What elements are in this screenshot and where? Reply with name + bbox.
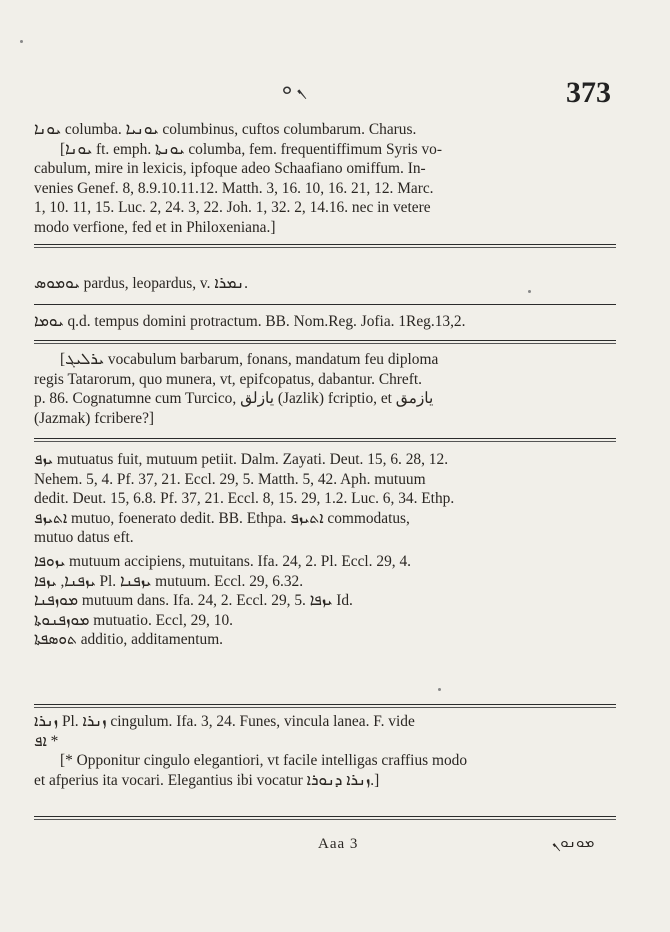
entry-cingulum (34, 712, 616, 790)
section-rule (34, 244, 616, 248)
entry-line: ܝܙܦ mutuatus fuit, mutuum petiit. Dalm. Zayati. Deut. 15, 6. 28, 12. (34, 451, 449, 468)
entry-line: [* Opponitur cingulo elegantiori, vt facile intelligas craffius modo (60, 752, 468, 769)
signature-mark: Aaa 3 (318, 836, 359, 852)
entry-line: ܝܙܘܦܐ mutuum accipiens, mutuitans. Ifa. 24, 2. Pl. Eccl. 29, 4. (34, 553, 412, 570)
entry-line: ܝܘܢܐ columba. ܝܘܢܝܐ columbinus, cuftos columbarum. Charus. (34, 121, 417, 138)
entry-line: venies Genef. 8, 8.9.10.11.12. Matth. 3, 16. 10, 16. 21, 12. Marc. (34, 179, 434, 197)
entry-line: ܝܘܡܐ q.d. tempus domini protractum. BB. Nom.Reg. Jofia. 1Reg.13,2. (34, 313, 466, 330)
entry-line: modo verfione, fed et in Philoxeniana.] (34, 218, 276, 236)
entry-line: ܡܘܙܦܢܘܬܐ mutuatio. Eccl, 29, 10. (34, 611, 233, 629)
entry-accipiens (34, 552, 616, 650)
entry-line: p. 86. Cognatumne cum Turcico, یازلق (Jazlik) fcriptio, et یازمق (34, 390, 434, 407)
entry-line: 1, 10. 11, 15. Luc. 2, 24. 3, 22. Joh. 1, 32. 2, 14.16. nec in vetere (34, 199, 431, 216)
entry-line: (Jazmak) fcribere?] (34, 409, 155, 427)
entry-line: Nehem. 5, 4. Pf. 37, 21. Eccl. 29, 5. Matth. 5, 42. Aph. mutuum (34, 470, 426, 488)
section-rule (34, 704, 616, 708)
section-rule (34, 438, 616, 442)
entry-line: ܙܢܪܐ Pl. ܙܢܪܐ cingulum. Ifa. 3, 24. Funes, vincula lanea. F. vide (34, 713, 415, 730)
entry-line: [ܝܘܢܐ ft. emph. ܝܘܢܬܐ columba, fem. frequentiffimum Syris vo- (60, 140, 442, 158)
entry-line: cabulum, mire in lexicis, ipfoque adeo Schaafiano omiffum. In- (34, 160, 426, 177)
entry-line: [ܝܪܠܝܓ vocabulum barbarum, fonans, mandatum feu diploma (60, 351, 439, 368)
entry-line: ܝܘܡܘܣ pardus, leopardus, v. ܢܡܪܐ. (34, 275, 248, 292)
entry-line: ܝܙܦܢܐ, ܝܙܦܐ Pl. ܝܙܦܢܐ mutuum. Eccl. 29, 6.32. (34, 572, 304, 590)
entry-line: ܡܘܙܦܢܐ mutuum dans. Ifa. 24, 2. Eccl. 29, 5. ܝܙܦܐ Id. (34, 592, 353, 609)
entry-line: ܐܬܝܙܦ mutuo, foenerato dedit. BB. Ethpa. ܐܬܝܙܦ commodatus, (34, 509, 410, 527)
catchword: ܡܘܢܘܢ (552, 835, 595, 851)
paper-speck (20, 40, 23, 43)
paper-speck (438, 688, 441, 691)
entry-columba (34, 120, 616, 237)
entry-yarligh (34, 350, 616, 428)
entry-line: ܐܦ * (34, 732, 59, 750)
entry-line: dedit. Deut. 15, 6.8. Pf. 37, 21. Eccl. 8, 15. 29, 1.2. Luc. 6, 34. Ethp. (34, 490, 455, 507)
entry-line: ܬܘܣܦܬܐ additio, additamentum. (34, 631, 224, 648)
entry-tempus (34, 312, 616, 332)
entry-line: mutuo datus eft. (34, 529, 134, 546)
entry-line: regis Tatarorum, quo munera, vt, epifcopatus, dabantur. Chreft. (34, 370, 422, 388)
paper-speck (528, 290, 531, 293)
section-rule (34, 816, 616, 820)
running-head: ܢ ܘ (282, 78, 307, 98)
entry-mutuatus (34, 450, 616, 548)
section-rule (34, 304, 616, 305)
entry-line: et afperius ita vocari. Elegantius ibi vocatur ܙܢܪܐ ܕܢܘܪܐ.] (34, 771, 380, 789)
page-number: 373 (566, 76, 611, 109)
section-rule (34, 340, 616, 344)
